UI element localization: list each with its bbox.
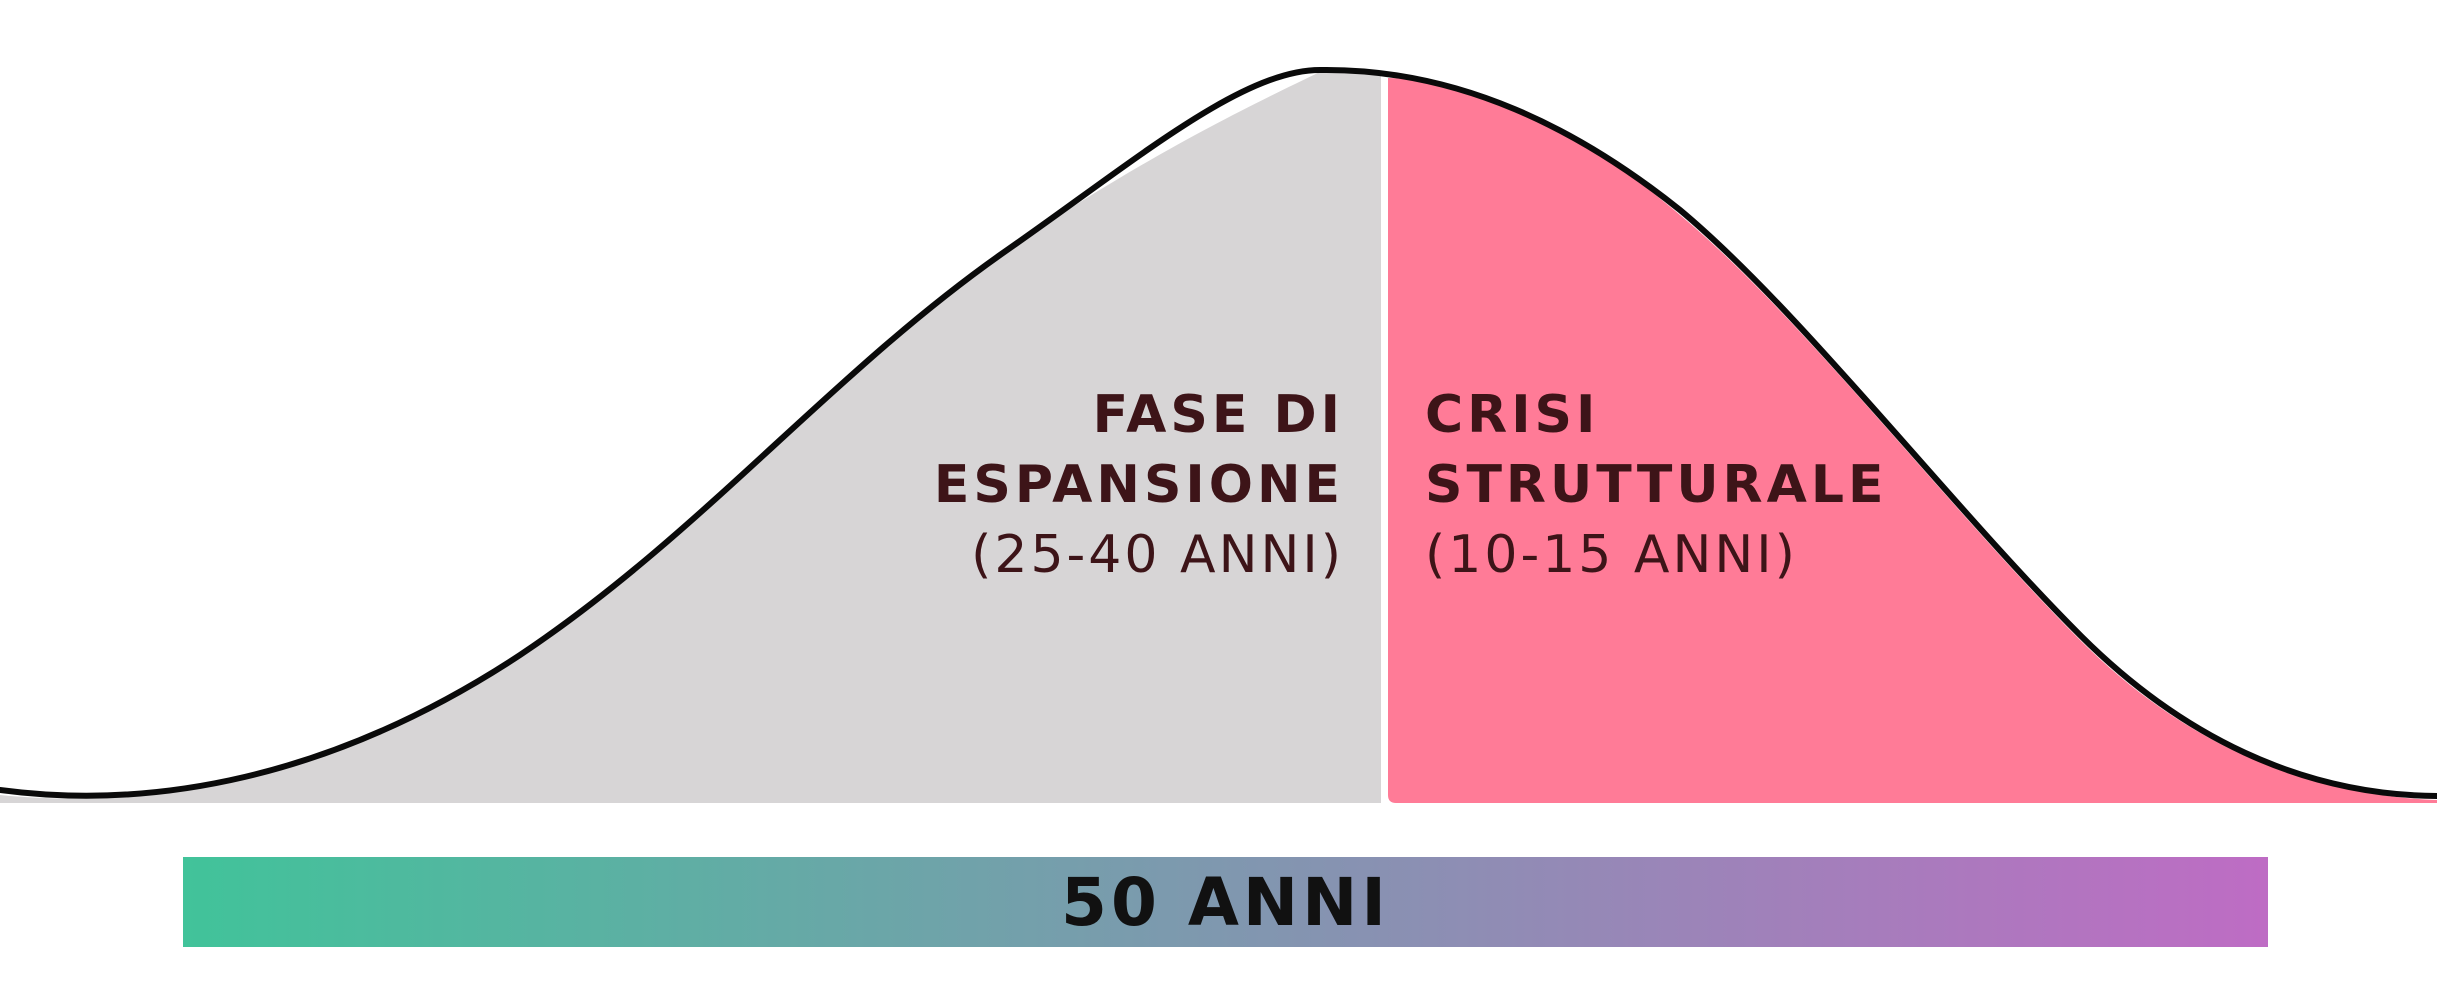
crisis-title-line1: CRISI	[1425, 385, 1600, 445]
duration-label: 50 ANNI	[1061, 863, 1390, 941]
crisis-title-line2: STRUTTURALE	[1425, 455, 1888, 515]
crisis-range: (10-15 ANNI)	[1425, 525, 1798, 585]
expansion-phase-label	[934, 380, 1344, 590]
duration-bar	[183, 857, 2268, 947]
expansion-range: (25-40 ANNI)	[971, 525, 1344, 585]
expansion-title-line2: ESPANSIONE	[933, 455, 1344, 515]
crisis-phase-label	[1425, 380, 1888, 590]
expansion-title-line1: FASE DI	[1092, 385, 1344, 445]
phase-divider	[1381, 72, 1388, 804]
